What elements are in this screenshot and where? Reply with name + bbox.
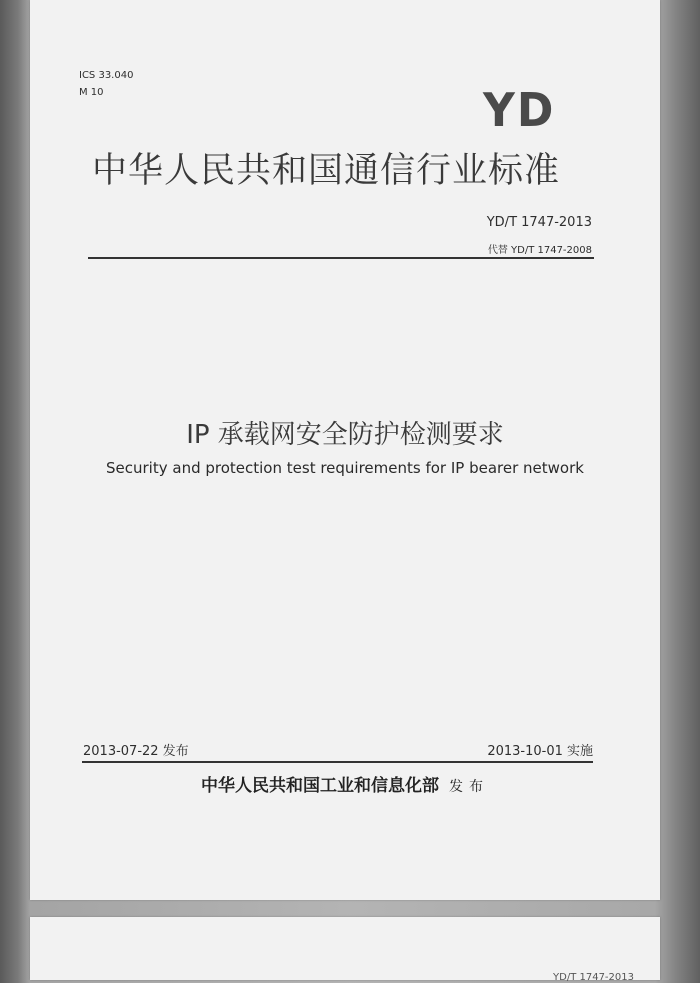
next-page bbox=[30, 917, 660, 980]
next-page-header: YD/T 1747-2013 bbox=[553, 972, 634, 983]
replaces-standard: 代替 YD/T 1747-2008 bbox=[487, 245, 592, 256]
issue-date: 2013-07-22 发布 bbox=[83, 744, 189, 759]
publisher bbox=[30, 771, 660, 796]
header-divider bbox=[88, 257, 594, 259]
standard-number: YD/T 1747-2013 bbox=[486, 215, 592, 230]
footer-divider bbox=[82, 761, 593, 763]
ics-code: ICS 33.040 bbox=[79, 70, 134, 81]
classification-code: M 10 bbox=[79, 87, 104, 98]
standard-category-title: 中华人民共和国通信行业标准 bbox=[92, 151, 561, 191]
cover-page bbox=[30, 0, 660, 900]
document-title-cn: IP 承载网安全防护检测要求 bbox=[186, 420, 504, 450]
yd-logo: YD bbox=[483, 84, 556, 138]
publisher-suffix: 发布 bbox=[449, 779, 489, 795]
implementation-date: 2013-10-01 实施 bbox=[487, 744, 593, 759]
document-title-en: Security and protection test requirements for IP bearer network bbox=[106, 459, 584, 477]
publisher-name: 中华人民共和国工业和信息化部 bbox=[201, 776, 439, 796]
